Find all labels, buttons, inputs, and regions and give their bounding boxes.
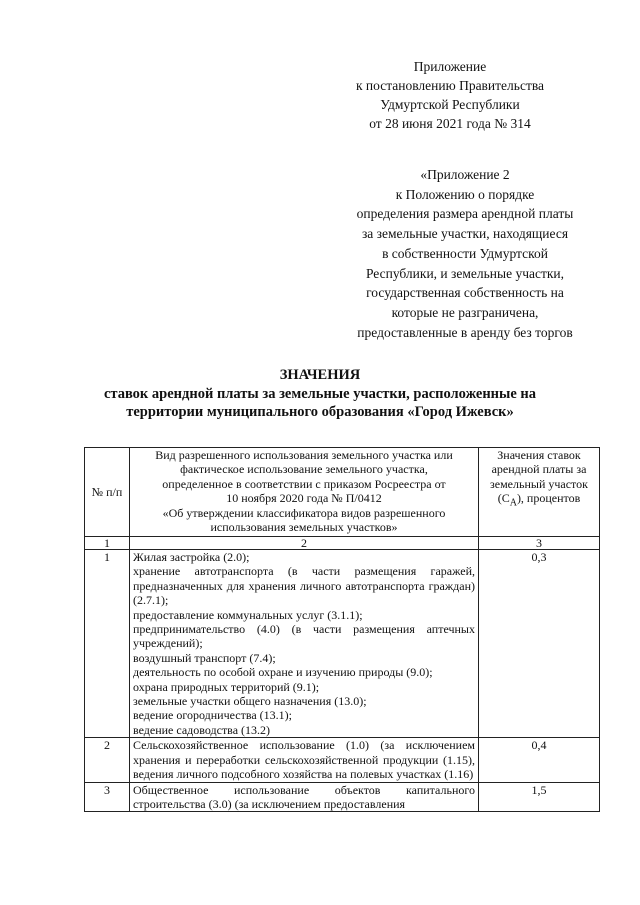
row-description <box>130 782 479 812</box>
header-rate-line: арендной платы за <box>491 462 587 477</box>
table-row <box>85 738 600 782</box>
header-rate-line <box>482 491 596 511</box>
appendix-line: от 28 июня 2021 года № 314 <box>369 116 531 131</box>
row-number: 1 <box>85 550 130 738</box>
header-usage-cell <box>130 448 479 537</box>
table-row <box>85 550 600 738</box>
appendix2-line: к Положению о порядке <box>395 186 535 202</box>
appendix-line: Удмуртской Республики <box>380 97 520 112</box>
header-usage-line: Вид разрешенного использования земельного участка или <box>155 448 453 462</box>
row-rate-value: 1,5 <box>479 782 600 812</box>
table-row <box>85 782 600 812</box>
usage-item: Общественное использование объектов капитального строительства (3.0) (за исключением предоставления <box>133 782 475 811</box>
header-rate-unit: ), процентов <box>516 491 581 506</box>
appendix2-header <box>330 165 600 342</box>
appendix2-line: за земельные участки, находящиеся <box>361 226 569 242</box>
usage-item: ведение огородничества (13.1); <box>133 708 292 723</box>
table-header-row <box>85 448 600 537</box>
header-number-cell <box>85 448 130 537</box>
index-cell: 3 <box>479 537 600 550</box>
usage-item: предоставление коммунальных услуг (3.1.1); <box>133 607 363 622</box>
appendix2-line: государственная собственность на <box>366 285 564 301</box>
header-usage-line: использования земельных участков» <box>210 520 398 535</box>
usage-item: ведение садоводства (13.2) <box>133 722 271 737</box>
header-number-label: № п/п <box>91 484 123 499</box>
usage-item: воздушный транспорт (7.4); <box>133 650 276 665</box>
usage-item: деятельность по особой охране и изучению природы (9.0); <box>133 665 433 680</box>
index-cell: 1 <box>85 537 130 550</box>
header-rate-subscript: A <box>509 497 517 509</box>
row-number: 3 <box>85 782 130 812</box>
appendix2-line: которые не разграничена, <box>391 304 539 320</box>
header-usage-line: 10 ноября 2020 года № П/0412 <box>226 491 382 506</box>
usage-item: земельные участки общего назначения (13.0); <box>133 694 367 709</box>
header-rate-line: Значения ставок <box>497 448 581 462</box>
title-main: ЗНАЧЕНИЯ <box>279 367 361 383</box>
header-usage-line: фактическое использование земельного участка, <box>180 462 428 477</box>
document-title <box>80 366 560 422</box>
header-usage-line: определенное в соответствии с приказом Росреестра от <box>162 476 446 491</box>
title-sub-line: ставок арендной платы за земельные участки, расположенные на <box>103 385 537 402</box>
row-rate-value: 0,4 <box>479 738 600 782</box>
index-cell: 2 <box>130 537 479 550</box>
usage-item: хранение автотранспорта (в части размещения гаражей, предназначенных для хранения личного автотранспорта граждан) (2.7.1); <box>133 564 475 608</box>
table-index-row <box>85 537 600 550</box>
row-rate-value: 0,3 <box>479 550 600 738</box>
appendix2-line: определения размера арендной платы <box>356 206 574 222</box>
title-sub-line: территории муниципального образования «Город Ижевск» <box>126 404 514 420</box>
appendix-header <box>350 57 550 133</box>
header-usage-line: «Об утверждении классификатора видов разрешенного <box>162 505 446 520</box>
row-number: 2 <box>85 738 130 782</box>
usage-item: предпринимательство (4.0) (в части размещения аптечных учреждений); <box>133 622 475 651</box>
row-description <box>130 738 479 782</box>
usage-item: Жилая застройка (2.0); <box>133 550 250 564</box>
usage-item: охрана природных территорий (9.1); <box>133 679 320 694</box>
appendix-line: к постановлению Правительства <box>355 78 545 93</box>
header-rate-symbol: (C <box>497 491 510 506</box>
usage-item: Сельскохозяйственное использование (1.0) (за исключением хранения и переработки сельскохозяйственной продукции (1.15), ведения личного подсобного хозяйства на полевых участках (1.16) <box>133 738 475 782</box>
header-rate-line: земельный участок <box>490 476 588 491</box>
appendix2-line: предоставленные в аренду без торгов <box>357 324 573 340</box>
appendix-line: Приложение <box>413 59 487 74</box>
appendix2-line: Республики, и земельные участки, <box>365 265 565 281</box>
row-description <box>130 550 479 738</box>
appendix2-line: «Приложение 2 <box>420 167 510 182</box>
rates-table <box>84 447 600 812</box>
appendix2-line: в собственности Удмуртской <box>382 245 548 261</box>
header-rate-cell <box>479 448 600 537</box>
